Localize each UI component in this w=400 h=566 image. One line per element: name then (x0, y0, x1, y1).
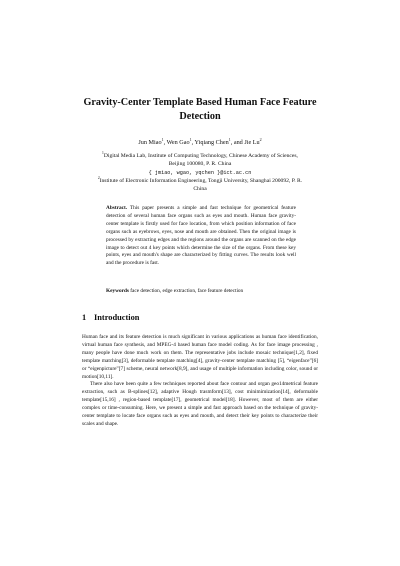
author-affil-mark: 1 (189, 136, 192, 142)
body-paragraph-1: Human face and its feature detection is much significant in various applications as human face identification, virtual human face synthesis, and MPEG-4 based human face model coding. As for face image processing , many people have done much work on them. The representative jobs include mosaic technique[1,2], fixed template matching[3], deformable template matching[4], gravity-center template matching [5], “eigenface”[6] or “eigenpicture”[7] scheme, neural network[8,9], and usage of multiple information including color, sound or motion[10,11]. (82, 334, 318, 380)
affiliation-address: Beijing 100080, P. R. China (168, 161, 232, 168)
body-paragraph-2: There also have been quite a few techniques reported about face contour and organ geo14metrical feature extraction, such as B-splines[12], adaptive Hough trasmform[13], cost minimimization[14], deformable template[15,16] , region-based template[17], geometrical model[18]. However, most of them are either complex or time-consuming. Here, we present a simple and fast approach based on the technique of gravity-center template to locate face organs such as eyes and mouth, and detect their key points to characterize their scales and shape. (82, 381, 318, 427)
author-name: Wen Gao (166, 139, 190, 146)
affiliation-2 (80, 177, 320, 194)
affiliation-text: Institute of Electronic Information Engineering, Tongji University, Shanghai 200092, P. R. (99, 177, 303, 184)
affiliation-text: Digital Media Lab, Institute of Computing Technology, Chinese Academy of Sciences, (103, 153, 298, 159)
keywords (106, 287, 306, 295)
affiliation-address: China (193, 186, 207, 193)
author-name: Jun Miao (138, 139, 162, 146)
paper-title (60, 96, 340, 124)
section-number: 1 (82, 313, 87, 322)
affiliation-email: { jmiao, wgao, yqchen }@ict.ac.cn (148, 169, 252, 176)
keywords-label: Keywords (106, 288, 129, 294)
abstract (106, 205, 296, 268)
abstract-text: This paper presents a simple and fast technique for geometrical feature detection of several human face organs such as eyes and mouth. Human face gravity-center template is firstly used for face location, from which position information of face organs such as eyebrows, eyes, nose and mouth are obtained. Then the original image is processed by extracting edges and the regions around the organs are scanned on the edge image to detect out 4 key points which determine the size of the organs. From these key points, eyes and mouth's shape are characterized by fitting curves. The results look well and the procedure is fast. (106, 205, 296, 267)
author-separator: , (191, 139, 195, 146)
abstract-label: Abstract. (106, 205, 128, 211)
author-separator: , and (230, 139, 245, 146)
author-affil-mark: 1 (228, 136, 231, 142)
author-name: Yiqiang Chen (194, 139, 229, 146)
author-affil-mark: 1 (161, 136, 164, 142)
section-title: Introduction (94, 313, 140, 322)
title-line-1: Gravity-Center Template Based Human Face Feature (83, 97, 317, 108)
section-body (82, 334, 318, 429)
keywords-text: face detection, edge extraction, face feature detection (128, 288, 244, 294)
author-affil-mark: 2 (259, 136, 262, 142)
affiliation-mark: 2 (97, 176, 100, 181)
affiliation-1 (80, 152, 320, 177)
author-list (60, 138, 340, 147)
author-name: Jie Lu (244, 139, 260, 146)
title-line-2: Detection (179, 111, 221, 122)
affiliation-mark: 1 (102, 151, 104, 156)
author-separator: , (163, 139, 167, 146)
section-heading (82, 312, 139, 323)
affiliations (80, 152, 320, 193)
